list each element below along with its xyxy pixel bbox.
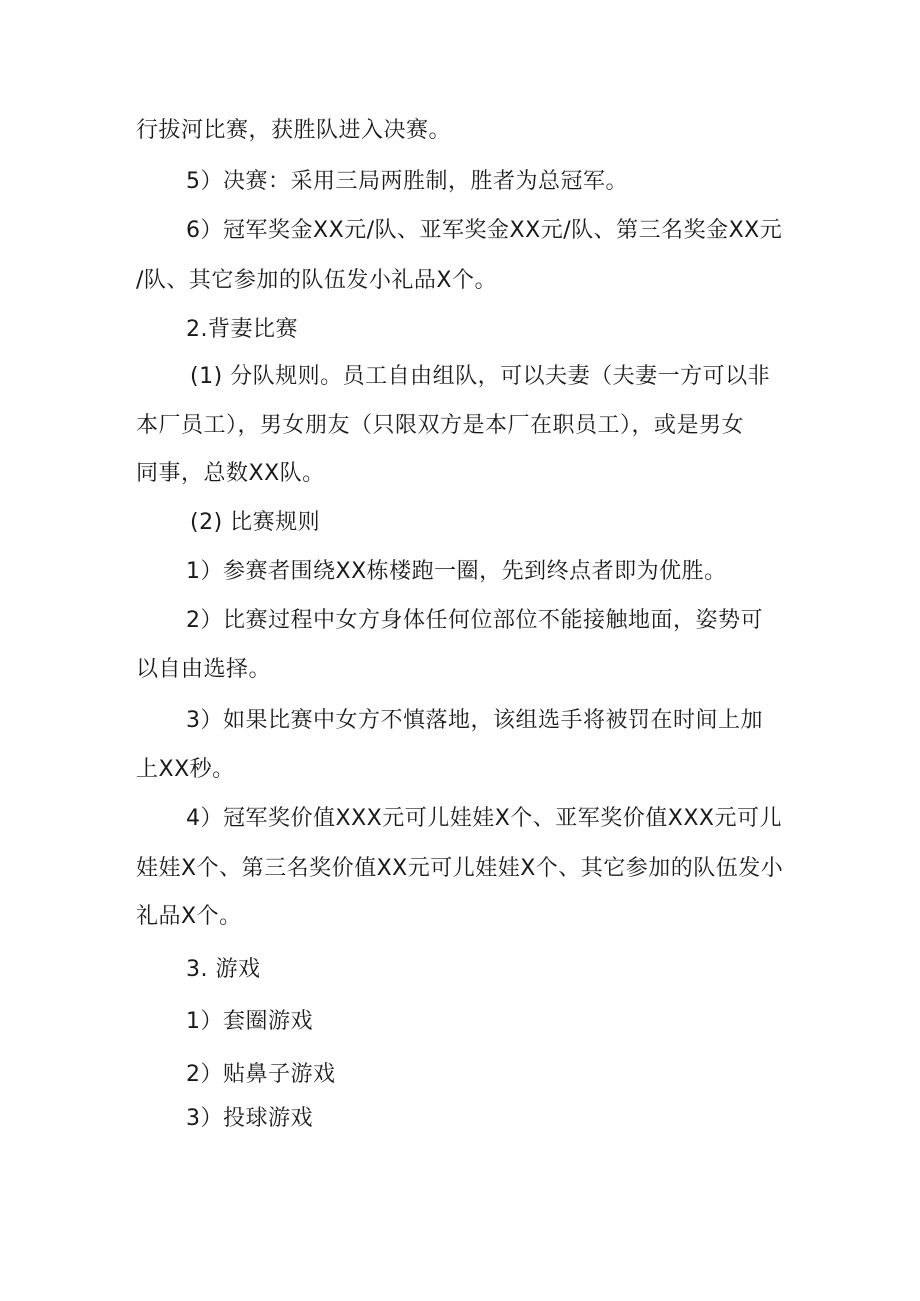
text-line: 2）比赛过程中女方身体任何位部位不能接触地面，姿势可 (186, 608, 763, 633)
text-line: 娃娃X个、第三名奖价值XX元可儿娃娃X个、其它参加的队伍发小 (136, 856, 784, 881)
list-item: 2）贴鼻子游戏 (186, 1062, 336, 1087)
text-line: 5）决赛：采用三局两胜制，胜者为总冠军。 (186, 169, 628, 194)
text-line: 以自由选择。 (136, 657, 272, 682)
text-line: 3）如果比赛中女方不慎落地，该组选手将被罚在时间上加 (186, 708, 763, 733)
text-line: 1）参赛者围绕XX栋楼跑一圈，先到终点者即为优胜。 (186, 559, 727, 584)
text-line: 同事，总数XX队。 (136, 461, 325, 486)
section-heading: 2.背妻比赛 (186, 317, 298, 342)
text-line: 行拔河比赛，获胜队进入决赛。 (136, 118, 452, 143)
list-item: 3）投球游戏 (186, 1106, 313, 1131)
text-line: /队、其它参加的队伍发小礼品X个。 (136, 268, 497, 293)
text-line: 6）冠军奖金XX元/队、亚军奖金XX元/队、第三名奖金XX元 (186, 218, 783, 243)
sub-heading: (2) 比赛规则 (190, 510, 321, 535)
section-heading: 3. 游戏 (186, 957, 261, 982)
text-line: 上XX秒。 (136, 757, 235, 782)
text-line: 本厂员工），男女朋友（只限双方是本厂在职员工），或是男女 (136, 413, 745, 438)
text-line: (1) 分队规则。员工自由组队，可以夫妻（夫妻一方可以非 (190, 364, 771, 389)
list-item: 1）套圈游戏 (186, 1009, 313, 1034)
text-line: 4）冠军奖价值XXX元可儿娃娃X个、亚军奖价值XXX元可儿 (186, 806, 782, 831)
text-line: 礼品X个。 (136, 904, 242, 929)
